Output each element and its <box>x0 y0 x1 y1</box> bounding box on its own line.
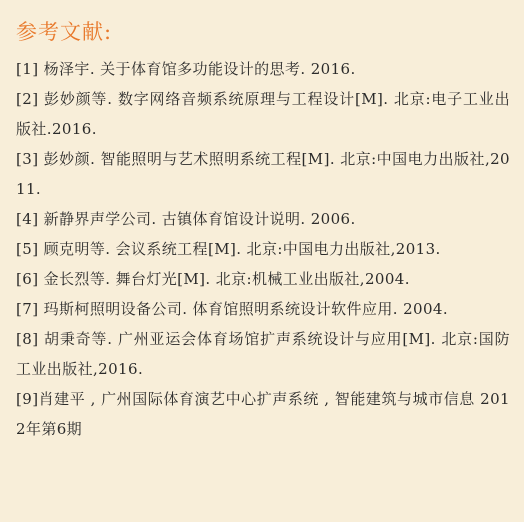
references-list <box>16 54 510 444</box>
reference-item: [6] 金长烈等. 舞台灯光[M]. 北京:机械工业出版社,2004. <box>16 270 410 288</box>
reference-item: [3] 彭妙颜. 智能照明与艺术照明系统工程[M]. 北京:中国电力出版社,2011. <box>16 150 510 198</box>
reference-item: [8] 胡秉奇等. 广州亚运会体育场馆扩声系统设计与应用[M]. 北京:国防工业出版社,2016. <box>16 330 510 378</box>
reference-item: [7] 玛斯柯照明设备公司. 体育馆照明系统设计软件应用. 2004. <box>16 300 449 318</box>
reference-item: [2] 彭妙颜等. 数字网络音频系统原理与工程设计[M]. 北京:电子工业出版社.2016. <box>16 90 510 138</box>
reference-item: [4] 新静界声学公司. 古镇体育馆设计说明. 2006. <box>16 210 356 228</box>
reference-item: [9]肖建平 , 广州国际体育演艺中心扩声系统 , 智能建筑与城市信息 2012年第6期 <box>16 390 510 438</box>
reference-item: [5] 顾克明等. 会议系统工程[M]. 北京:中国电力出版社,2013. <box>16 240 441 258</box>
references-heading: 参考文献: <box>16 20 113 44</box>
reference-item: [1] 杨泽宇. 关于体育馆多功能设计的思考. 2016. <box>16 60 356 78</box>
